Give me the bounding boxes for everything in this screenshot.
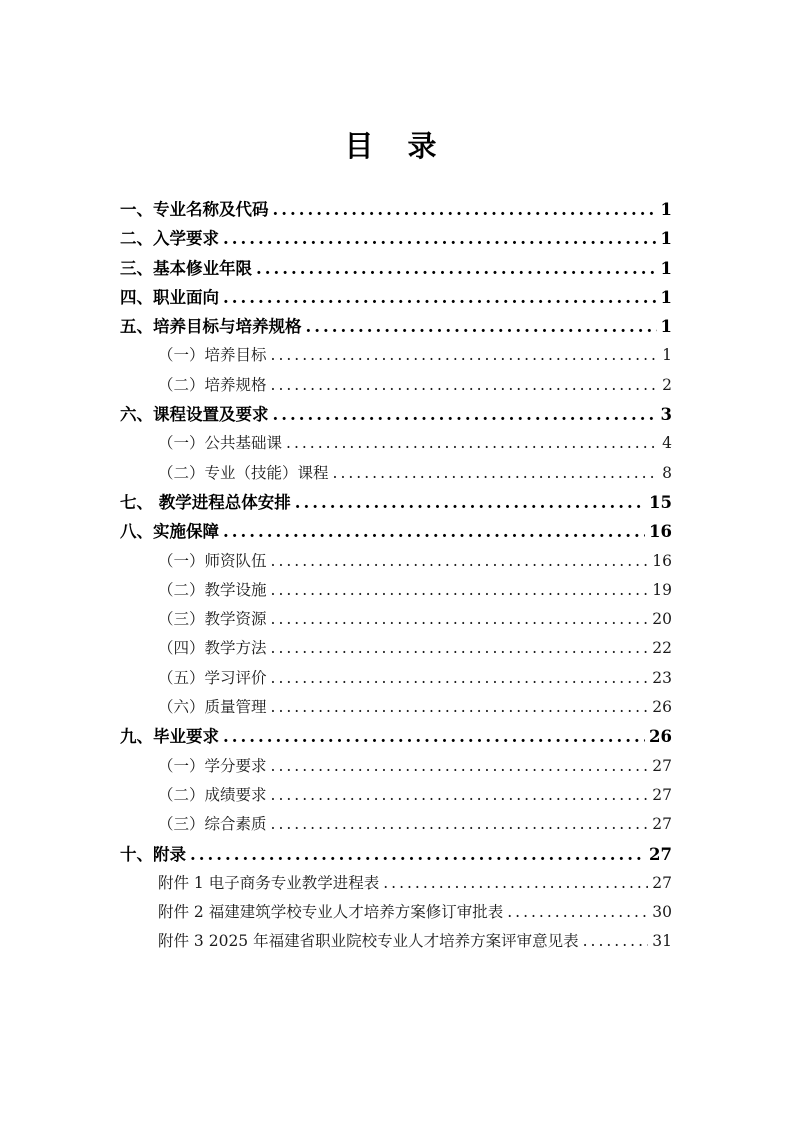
toc-leader-dots	[306, 312, 657, 341]
toc-page-number: 3	[660, 405, 672, 425]
toc-entry[interactable]	[120, 429, 672, 458]
toc-leader-dots	[286, 429, 658, 458]
toc-entry[interactable]	[120, 224, 672, 253]
toc-leader-dots	[223, 224, 657, 253]
table-of-contents	[120, 195, 672, 957]
toc-entry-label: 附件 3 2025 年福建省职业院校专业人才培养方案评审意见表	[158, 932, 579, 951]
toc-page-number: 16	[649, 522, 672, 542]
toc-page-number: 1	[660, 317, 672, 337]
toc-page-number: 1	[662, 346, 672, 365]
toc-entry-label: 六、课程设置及要求	[120, 405, 269, 425]
toc-page-number: 19	[652, 580, 672, 599]
toc-leader-dots	[507, 898, 648, 927]
toc-entry-label: （一）公共基础课	[158, 434, 283, 453]
toc-entry-label: （二）教学设施	[158, 580, 267, 599]
toc-page-number: 26	[652, 698, 672, 717]
toc-entry[interactable]	[120, 312, 672, 341]
toc-leader-dots	[190, 840, 645, 869]
toc-page-number: 22	[652, 639, 672, 658]
toc-page-number: 20	[652, 610, 672, 629]
toc-leader-dots	[271, 576, 649, 605]
toc-entry[interactable]	[120, 400, 672, 429]
toc-page-number: 16	[652, 551, 672, 570]
toc-page-number: 1	[660, 258, 672, 278]
toc-leader-dots	[273, 400, 657, 429]
toc-leader-dots	[271, 605, 649, 634]
toc-leader-dots	[223, 283, 657, 312]
toc-entry-label: 三、基本修业年限	[120, 258, 252, 278]
toc-entry[interactable]	[120, 341, 672, 370]
toc-page-number: 27	[652, 756, 672, 775]
toc-page-number: 1	[660, 200, 672, 219]
toc-entry[interactable]	[120, 634, 672, 663]
toc-entry[interactable]	[120, 840, 672, 869]
toc-entry[interactable]	[120, 693, 672, 722]
toc-leader-dots	[583, 927, 649, 956]
page-title: 目 录	[344, 129, 449, 163]
toc-leader-dots	[271, 664, 649, 693]
toc-entry-label: （二）培养规格	[158, 375, 267, 394]
toc-page-number: 30	[652, 903, 672, 922]
toc-entry-label: 一、专业名称及代码	[120, 200, 269, 219]
toc-leader-dots	[383, 869, 648, 898]
toc-leader-dots	[223, 722, 645, 751]
toc-leader-dots	[333, 459, 659, 488]
toc-entry-label: （三）教学资源	[158, 610, 267, 629]
toc-entry-label: 十、附录	[120, 844, 186, 864]
toc-page-number: 15	[649, 492, 672, 512]
toc-page-number: 27	[652, 873, 672, 892]
toc-page-number: 27	[652, 785, 672, 804]
toc-entry[interactable]	[120, 781, 672, 810]
toc-entry[interactable]	[120, 869, 672, 898]
toc-entry-label: 八、实施保障	[120, 522, 219, 542]
toc-leader-dots	[271, 810, 649, 839]
toc-leader-dots	[273, 195, 657, 224]
toc-page-number: 4	[662, 434, 672, 453]
toc-page-number: 27	[652, 815, 672, 834]
toc-entry-label: 四、职业面向	[120, 287, 219, 307]
toc-leader-dots	[271, 371, 659, 400]
toc-entry-label: （五）学习评价	[158, 668, 267, 687]
toc-entry[interactable]	[120, 254, 672, 283]
toc-entry[interactable]	[120, 371, 672, 400]
toc-entry[interactable]	[120, 752, 672, 781]
toc-entry-label: （一）学分要求	[158, 756, 267, 775]
toc-page-number: 27	[649, 844, 672, 864]
toc-entry[interactable]	[120, 547, 672, 576]
toc-entry[interactable]	[120, 722, 672, 751]
toc-entry[interactable]	[120, 283, 672, 312]
toc-entry[interactable]	[120, 664, 672, 693]
toc-entry[interactable]	[120, 459, 672, 488]
toc-entry-label: （二）专业（技能）课程	[158, 463, 329, 482]
toc-leader-dots	[271, 634, 649, 663]
toc-entry-label: （三）综合素质	[158, 815, 267, 834]
toc-leader-dots	[271, 341, 659, 370]
toc-leader-dots	[271, 752, 649, 781]
toc-leader-dots	[271, 781, 649, 810]
toc-entry-label: 二、入学要求	[120, 229, 219, 249]
toc-entry[interactable]	[120, 576, 672, 605]
toc-leader-dots	[271, 693, 649, 722]
toc-entry[interactable]	[120, 898, 672, 927]
toc-leader-dots	[223, 517, 645, 546]
toc-page-number: 2	[662, 375, 672, 394]
toc-entry-label: （四）教学方法	[158, 639, 267, 658]
toc-leader-dots	[256, 254, 657, 283]
toc-entry[interactable]	[120, 488, 672, 517]
toc-page-number: 8	[662, 463, 672, 482]
toc-entry-label: （一）培养目标	[158, 346, 267, 365]
toc-entry-label: 九、毕业要求	[120, 727, 219, 747]
toc-entry-label: 七、 教学进程总体安排	[120, 492, 291, 512]
toc-page-number: 1	[660, 229, 672, 249]
toc-entry-label: 附件 1 电子商务专业教学进程表	[158, 873, 380, 892]
toc-page-number: 26	[649, 727, 672, 747]
toc-entry-label: （一）师资队伍	[158, 551, 267, 570]
toc-entry-label: 附件 2 福建建筑学校专业人才培养方案修订审批表	[158, 903, 504, 922]
toc-page-number: 1	[660, 287, 672, 307]
toc-entry-label: （六）质量管理	[158, 698, 267, 717]
toc-entry[interactable]	[120, 195, 672, 224]
toc-entry-label: （二）成绩要求	[158, 785, 267, 804]
toc-page-number: 23	[652, 668, 672, 687]
toc-entry[interactable]	[120, 810, 672, 839]
toc-entry[interactable]	[120, 517, 672, 546]
toc-leader-dots	[271, 547, 649, 576]
toc-entry[interactable]	[120, 605, 672, 634]
toc-page-number: 31	[652, 932, 672, 951]
toc-leader-dots	[295, 488, 645, 517]
toc-entry-label: 五、培养目标与培养规格	[120, 317, 302, 337]
toc-entry[interactable]	[120, 927, 672, 956]
